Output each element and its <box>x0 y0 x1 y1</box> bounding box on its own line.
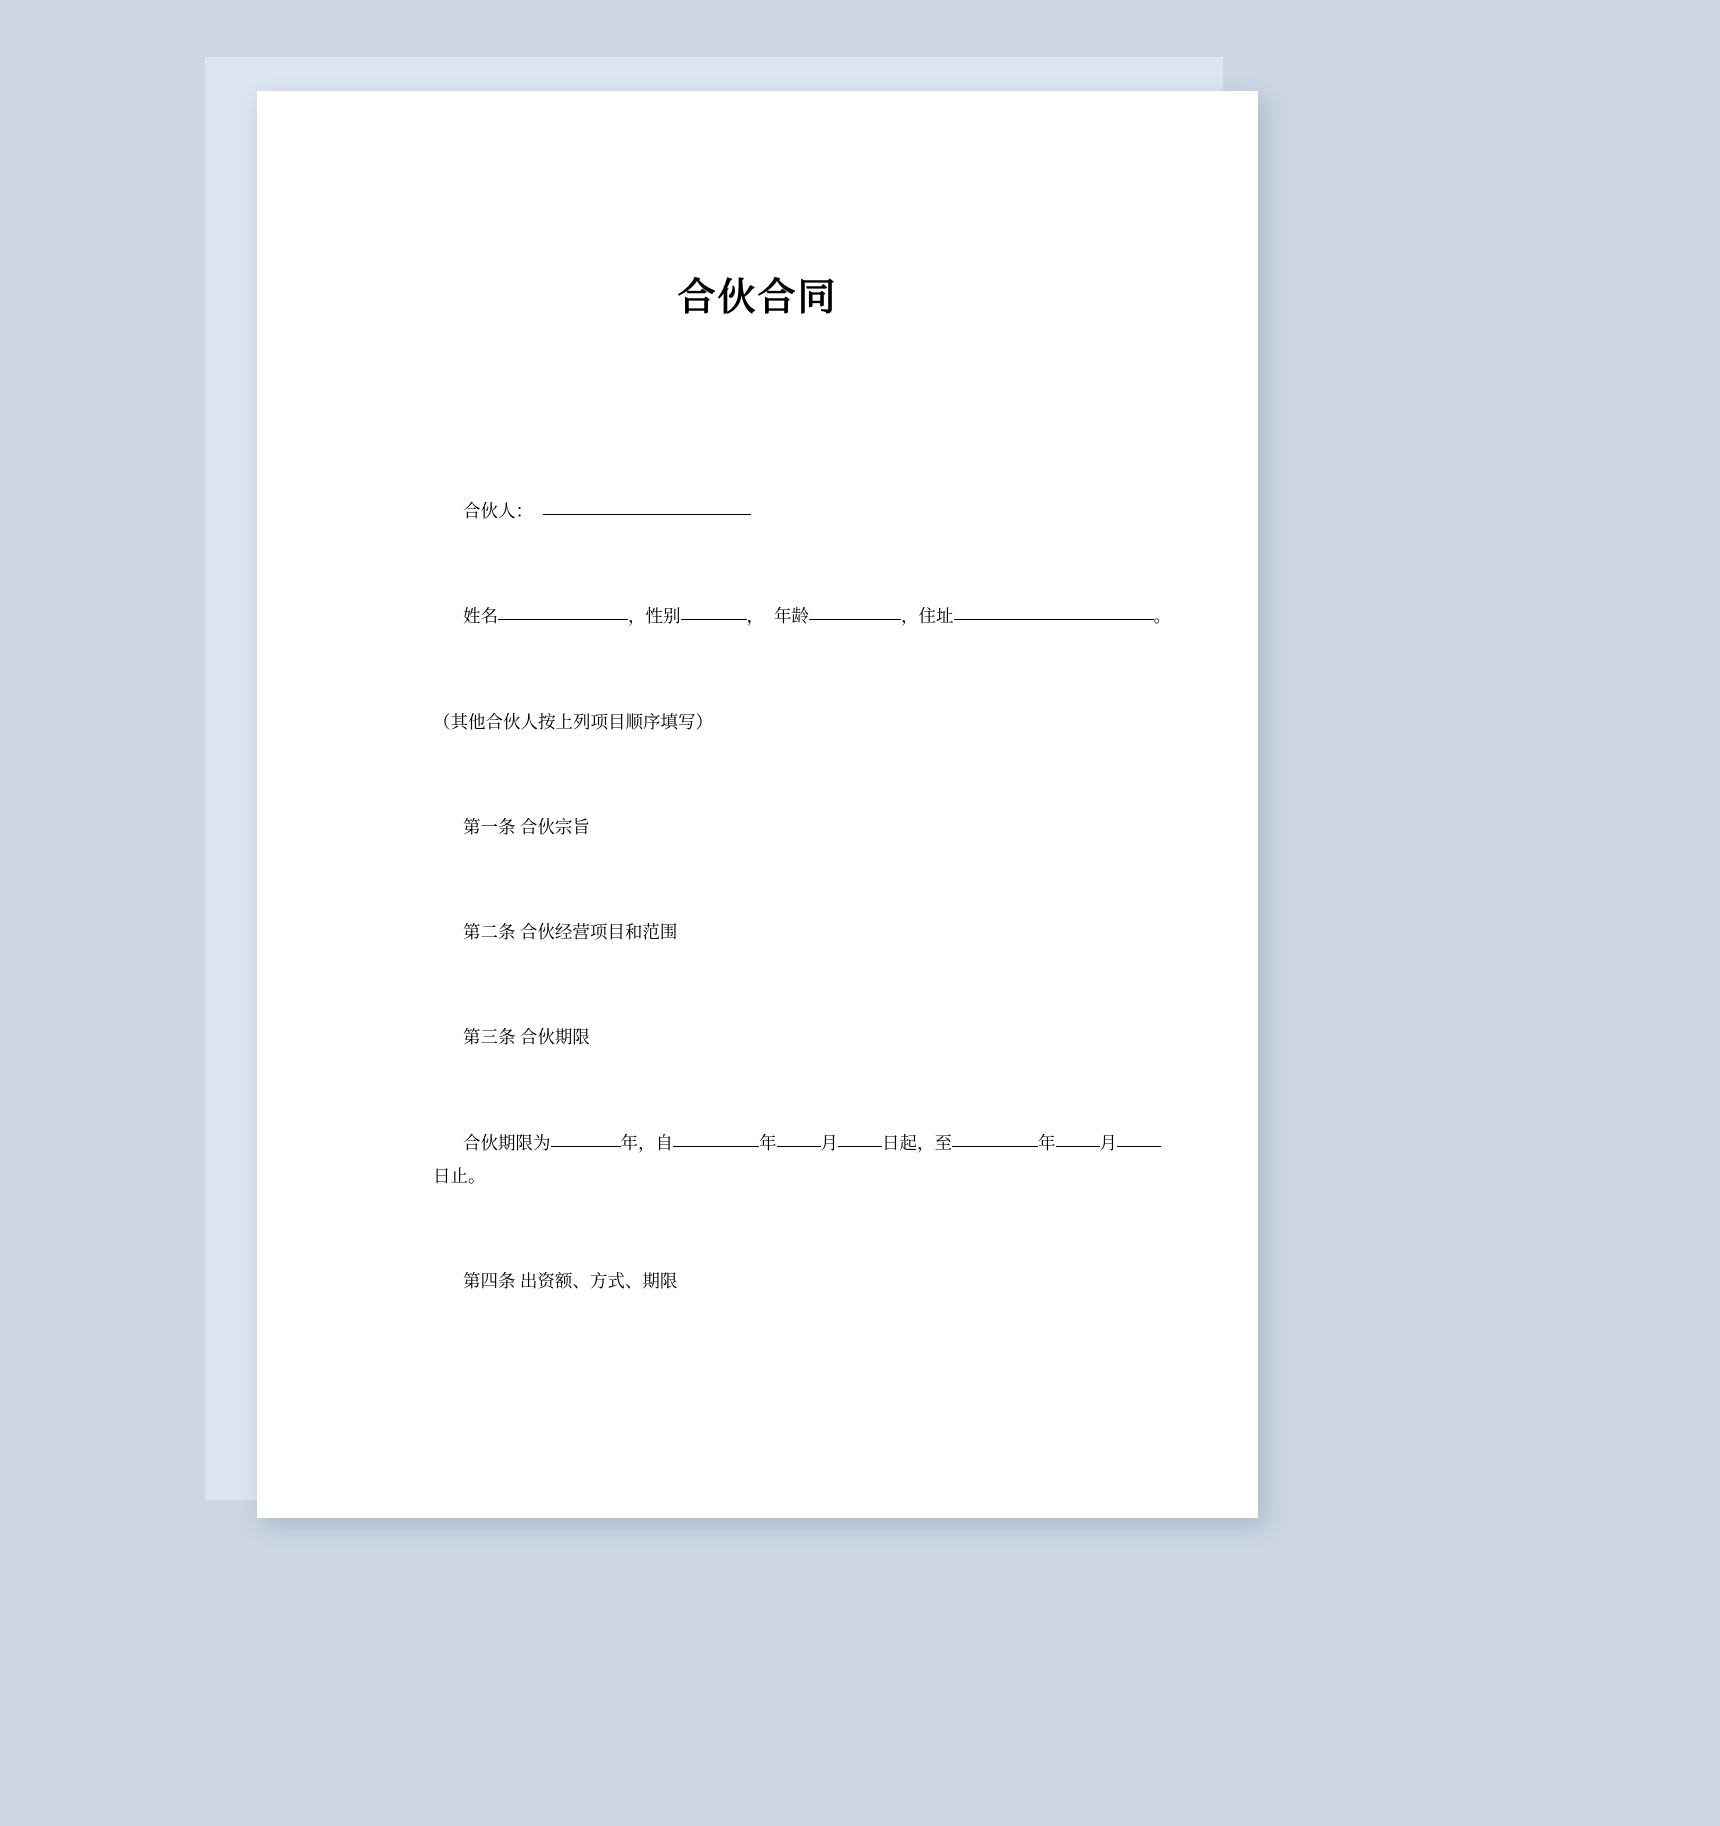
end-day-blank <box>1117 1146 1161 1147</box>
page-title: 合伙合同 <box>677 277 838 319</box>
document-page-content <box>257 91 1258 1518</box>
document-body <box>433 495 1202 1370</box>
end-year-label: 年 <box>1038 1132 1056 1153</box>
address-blank <box>954 619 1154 620</box>
sex-blank <box>681 619 747 620</box>
partner-info-paragraph <box>433 600 1202 633</box>
term-prefix: 合伙期限为 <box>463 1132 551 1153</box>
start-month-label: 月 <box>820 1132 838 1153</box>
term-year-unit: 年，自 <box>620 1132 673 1153</box>
term-years-blank <box>551 1146 621 1147</box>
article-2-heading: 第二条 合伙经营项目和范围 <box>463 922 678 942</box>
sex-label: ，性别 <box>628 606 681 627</box>
name-blank <box>498 619 628 620</box>
article-1-heading: 第一条 合伙宗旨 <box>463 816 590 837</box>
article-4-heading: 第四条 出资额、方式、期限 <box>463 1271 678 1291</box>
end-month-label: 月 <box>1099 1132 1117 1153</box>
end-year-blank <box>952 1146 1038 1147</box>
partner-label-text: 合伙人： <box>463 501 533 521</box>
term-end-text: 日止。 <box>433 1165 486 1186</box>
partner-name-blank <box>543 514 751 515</box>
name-label: 姓名 <box>463 606 498 627</box>
address-label: ，住址 <box>901 606 954 627</box>
document-page <box>257 91 1258 1518</box>
start-month-blank <box>777 1146 821 1147</box>
note-paragraph: （其他合伙人按上列项目顺序填写） <box>433 711 713 732</box>
article-3-heading: 第三条 合伙期限 <box>463 1027 590 1048</box>
end-month-blank <box>1056 1146 1100 1147</box>
partner-label-paragraph <box>433 495 1202 528</box>
info-comma: ， <box>746 606 764 627</box>
info-period: 。 <box>1153 606 1171 627</box>
partnership-term-paragraph <box>433 1127 1202 1194</box>
start-year-blank <box>673 1146 759 1147</box>
age-blank <box>809 619 901 620</box>
start-year-label: 年 <box>759 1132 777 1153</box>
age-label: 年龄 <box>774 606 809 627</box>
start-day-label: 日起，至 <box>882 1132 952 1153</box>
start-day-blank <box>838 1146 882 1147</box>
